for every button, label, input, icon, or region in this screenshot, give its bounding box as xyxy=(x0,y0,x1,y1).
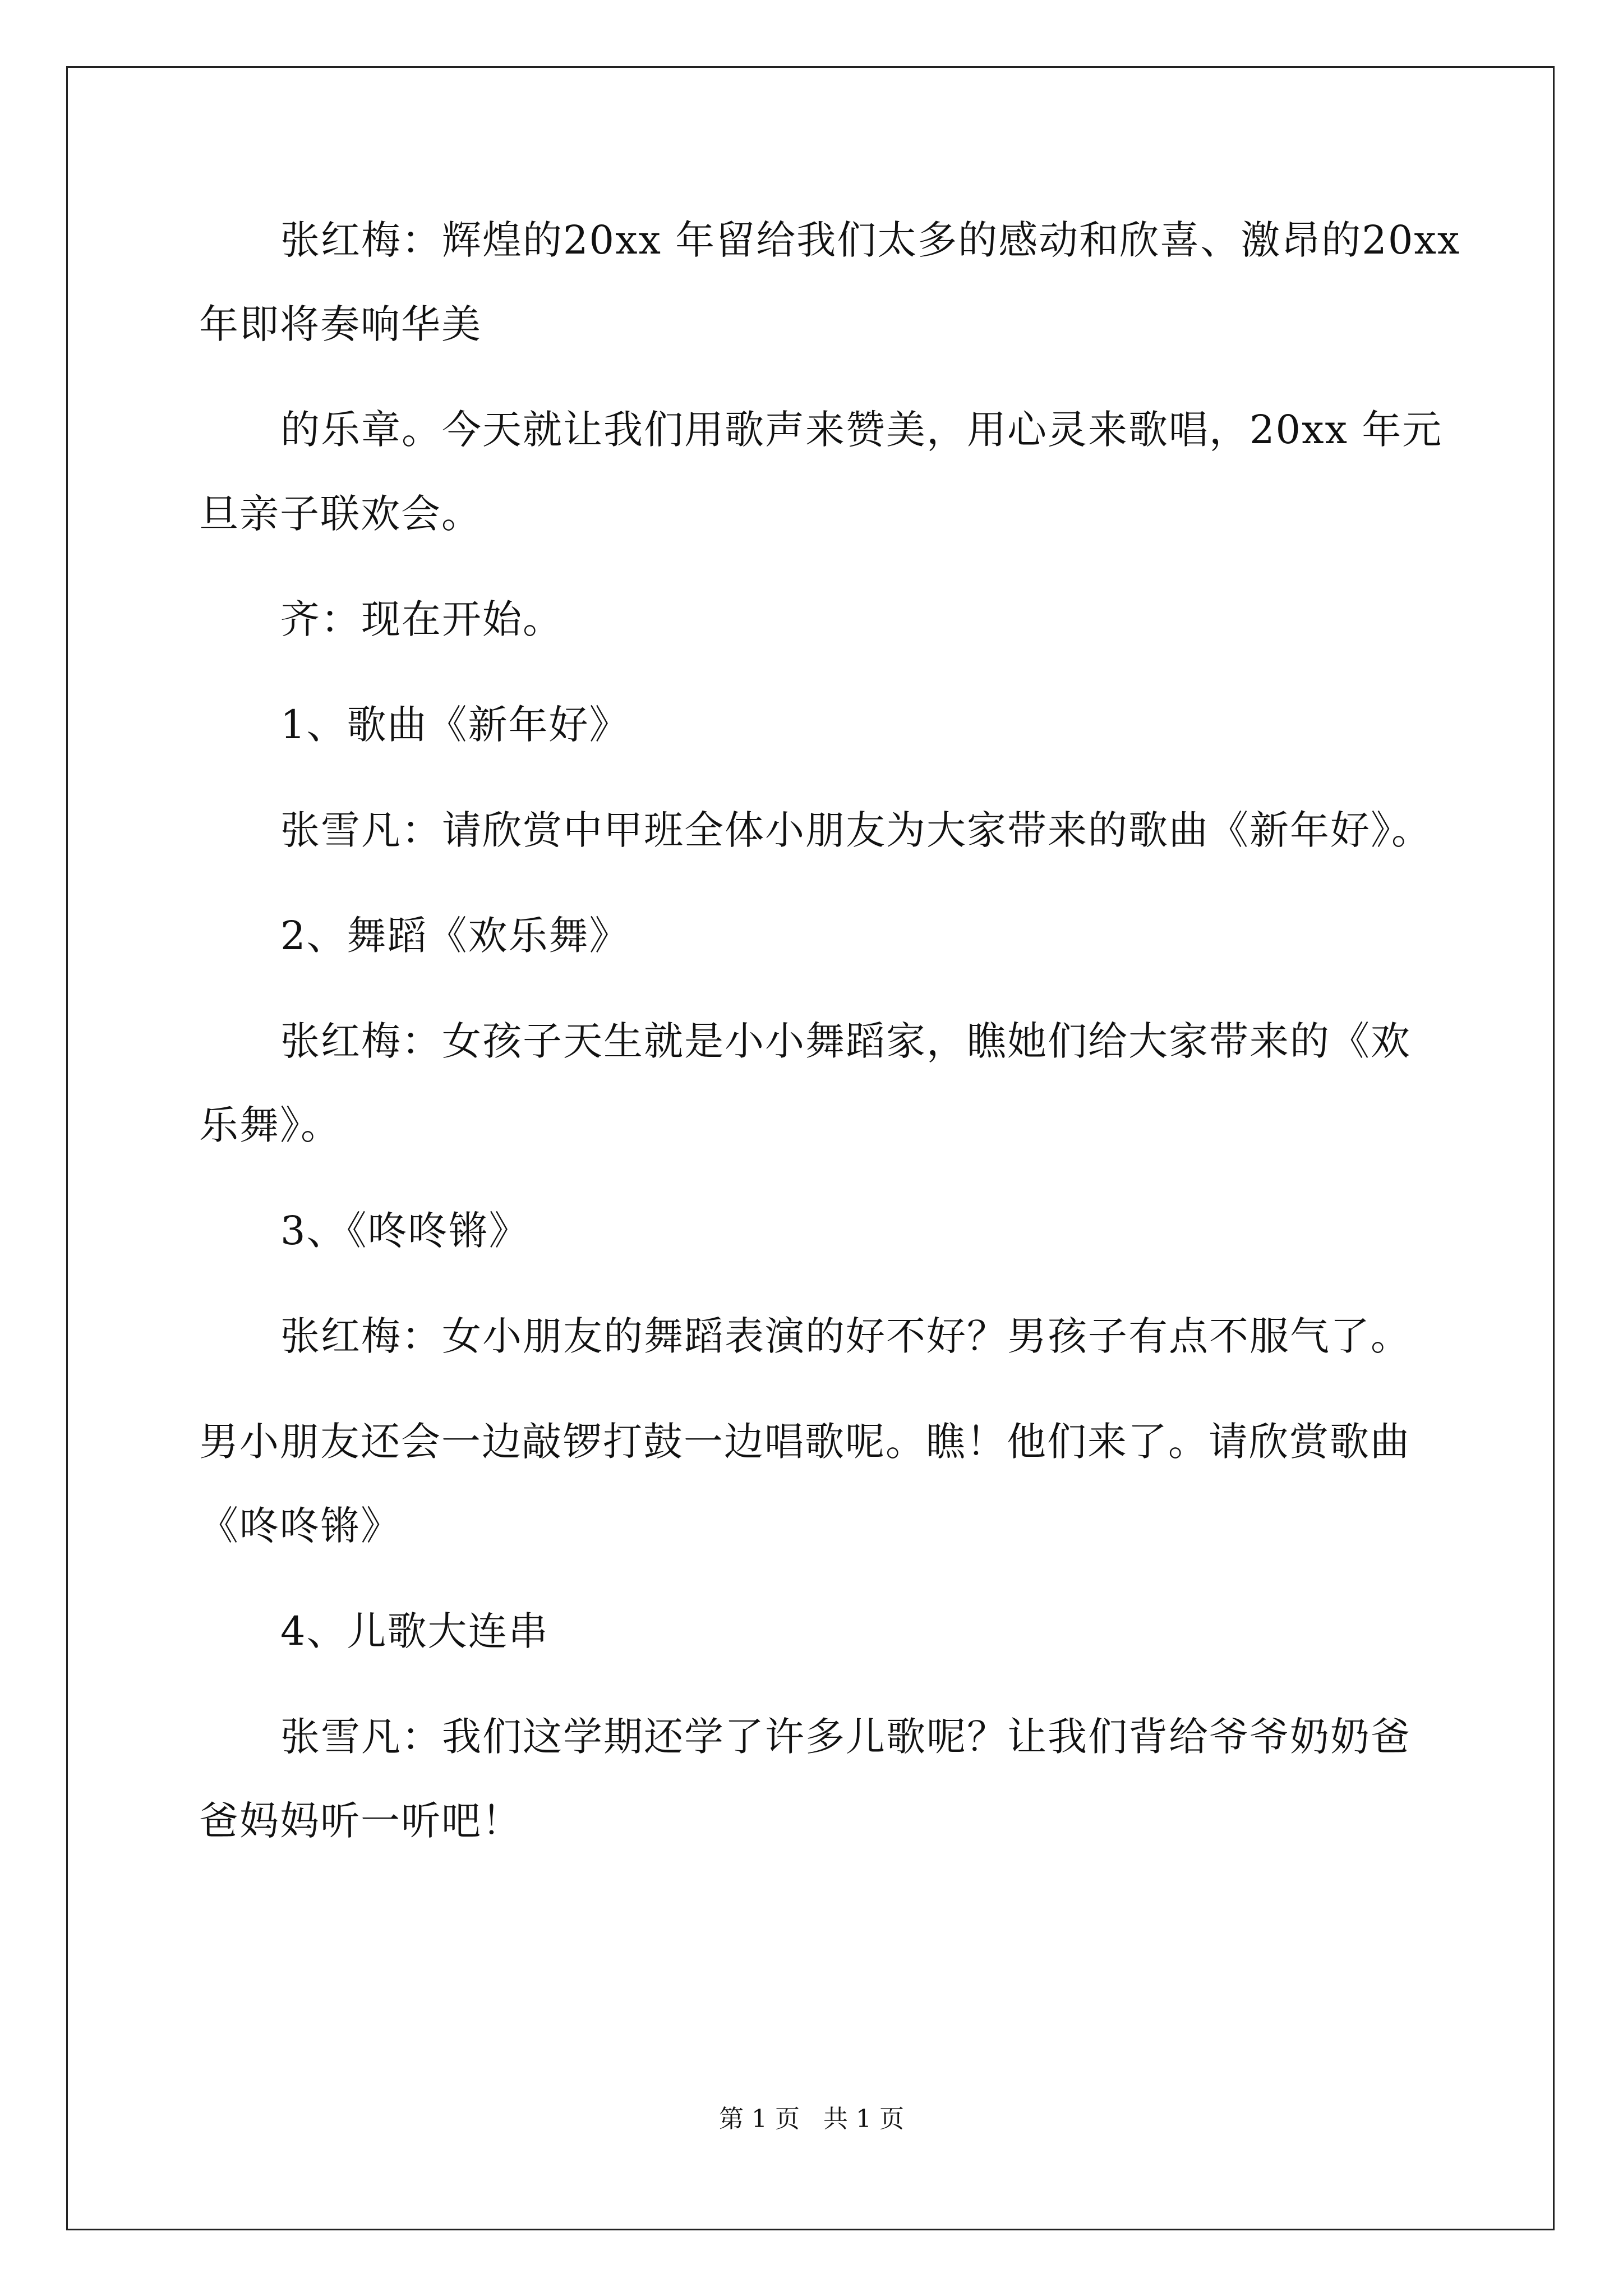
paragraph-line: 男小朋友还会一边敲锣打鼓一边唱歌呢。瞧！他们来了。请欣赏歌曲 xyxy=(199,1419,1410,1465)
paragraph-line: 张红梅：女小朋友的舞蹈表演的好不好？男孩子有点不服气了。 xyxy=(280,1313,1411,1359)
paragraph-line: 张雪凡：请欣赏中甲班全体小朋友为大家带来的歌曲《新年好》。 xyxy=(280,807,1432,853)
paragraph-line: 张红梅：女孩子天生就是小小舞蹈家，瞧她们给大家带来的《欢 xyxy=(280,1018,1411,1064)
paragraph-line: 张雪凡：我们这学期还学了许多儿歌呢？让我们背给爷爷奶奶爸 xyxy=(280,1714,1411,1760)
section-heading: 1、歌曲《新年好》 xyxy=(280,702,630,748)
paragraph-line: 爸妈妈听一听吧！ xyxy=(199,1798,522,1844)
document-body xyxy=(199,212,1461,1849)
paragraph-line: 张红梅：辉煌的20xx 年留给我们太多的感动和欣喜、激昂的20xx xyxy=(280,217,1461,263)
section-heading: 4、儿歌大连串 xyxy=(280,1608,549,1654)
paragraph-line: 乐舞》。 xyxy=(199,1102,341,1148)
page-number-footer: 第 1 页 共 1 页 xyxy=(719,2105,904,2133)
paragraph-line: 年即将奏响华美 xyxy=(199,301,482,347)
section-heading: 2、舞蹈《欢乐舞》 xyxy=(280,913,630,959)
paragraph-line: 齐：现在开始。 xyxy=(280,596,563,642)
paragraph-line: 旦亲子联欢会。 xyxy=(199,491,482,537)
section-heading: 3、《咚咚锵》 xyxy=(280,1208,529,1254)
paragraph-line: 《咚咚锵》 xyxy=(199,1503,401,1549)
paragraph-line: 的乐章。今天就让我们用歌声来赞美，用心灵来歌唱，20xx 年元 xyxy=(280,407,1443,453)
